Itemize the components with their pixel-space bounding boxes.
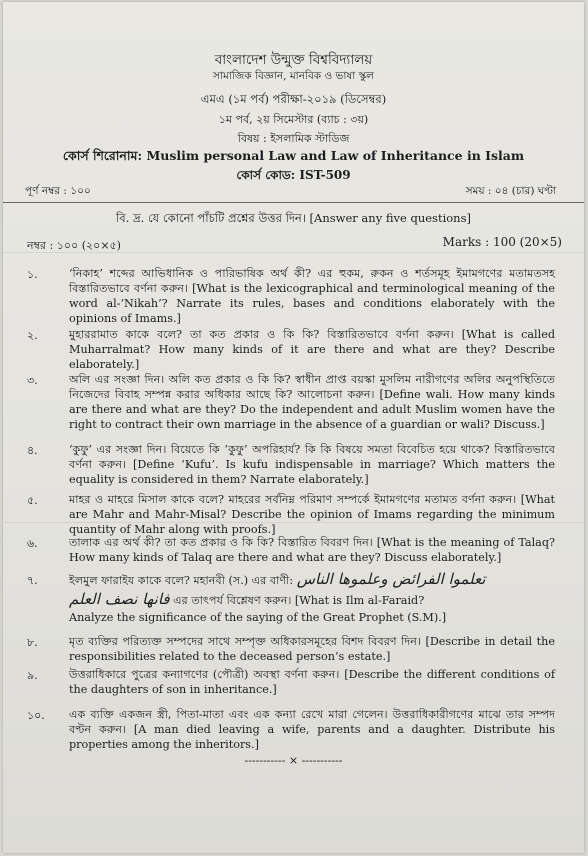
question-text-en: Analyze the significance of the saying of the Great Prophet (S.M).]: [69, 611, 447, 624]
semester-line: ১ম পর্ব, ২য় সিমেস্টার (ব্যাচ : ৩য়): [218, 113, 369, 126]
arabic-quote: تعلموا الفرائض وعلموها الناس: [296, 570, 486, 588]
question-number: ১.: [27, 268, 38, 281]
question-text: তালাক এর অর্থ কী? তা কত প্রকার ও কি কি? বিস্তারিত বিবরণ দিন। [What is the meaning of Talaq? How many kinds of Talaq are there and what are they? Discuss elaborately.]: [69, 536, 555, 564]
question-number: ৩.: [27, 374, 38, 387]
question-number: ৬.: [27, 537, 38, 550]
arabic-quote: فانها نصف العلم: [69, 590, 170, 608]
course-title-label: কোর্স শিরোনাম:: [62, 148, 143, 163]
instruction: বি. দ্র. যে কোনো পাঁচটি প্রশ্নের উত্তর দিন। [Answer any five questions]: [116, 211, 471, 225]
question-number: ৪.: [27, 444, 38, 457]
question-number: ৭.: [27, 574, 38, 587]
question-text: উত্তরাধিকারে পুত্রের কন্যাগণের (পৌত্রী) অবস্থা বর্ণনা করুন। [Describe the different conditions of the daughters of son in inheritance.]: [69, 668, 555, 696]
course-title: Muslim personal Law and Law of Inheritance in Islam: [146, 148, 525, 163]
question-text: মুহাররামাত কাকে বলে? তা কত প্রকার ও কি কি? বিস্তারিতভাবে বর্ণনা করুন। [What is called Muharralmat? How many kinds of it are there and what are they? Describe elaborately.]: [69, 328, 555, 371]
school-name: সামাজিক বিজ্ঞান, মানবিক ও ভাষা স্কুল: [213, 70, 374, 82]
question-text: [69, 572, 555, 608]
marks-bn: নম্বর : ১০০ (২০×৫): [27, 239, 121, 252]
header-rule: [3, 202, 584, 203]
marks-en: Marks : 100 (20×5): [442, 235, 562, 249]
question-text: ‘নিকাহ’ শব্দের আভিধানিক ও পারিভাষিক অর্থ কী? এর হুকম, রুকন ও শর্তসমূহ ইমামগণের মতামতসহ বিস্তারিতভাবে বর্ণনা করুন। [What is the lexicographical and terminological meaning of the word al-‘Nikah’? Narrate its rules, bases and conditions elaborately with the opinions of Imams.]: [69, 267, 555, 325]
question-number: ৯.: [27, 669, 38, 682]
question-text: এক ব্যক্তি একজন স্ত্রী, পিতা-মাতা এবং এক কন্যা রেখে মারা গেলেন। উত্তরাধিকারীগণের মাঝে তার সম্পদ বণ্টন করুন। [A man died leaving a wife, parents and a daughter. Distribute his properties among the inheritors.]: [69, 708, 555, 751]
time-allowed: সময় : ০৪ (চার) ঘণ্টা: [465, 185, 556, 197]
exam-title: এমএ (১ম পর্ব) পরীক্ষা-২০১৯ (ডিসেম্বর): [200, 92, 387, 106]
question-line: [69, 572, 555, 588]
question-text-mixed: এর তাৎপর্য বিশ্লেষণ করুন। [What is Ilm al-Faraid?: [173, 594, 425, 607]
question-text: ‘কুফু’ এর সংজ্ঞা দিন। বিয়েতে কি ‘কুফু’ অপরিহার্য? কি কি বিষয়ে সমতা বিবেচিত হয়ে থাকে? বিস্তারিতভাবে বর্ণনা করুন। [Define ‘Kufu’. Is kufu indispensable in marriage? Which matters the equality is considered in them? Narrate elaborately.]: [69, 443, 555, 486]
course-title-line: [3, 148, 584, 168]
question-text: মৃত ব্যক্তির পরিত্যক্ত সম্পদের সাথে সম্পৃক্ত অধিকারসমূহের বিশদ বিবরণ দিন। [Describe in detail the responsibilities related to the deceased person’s estate.]: [69, 635, 555, 663]
question-number: ৮.: [27, 636, 38, 649]
exam-paper: [3, 2, 584, 853]
question-text-bn: ইলমুল ফারাইয কাকে বলে? মহানবী (স.) এর বাণী:: [69, 574, 294, 587]
question-number: ৫.: [27, 494, 38, 507]
end-mark: ----------- × -----------: [244, 754, 343, 767]
question-text: মাহর ও মাহরে মিসাল কাকে বলে? মাহরের সর্বনিম্ন পরিমাণ সম্পর্কে ইমামগণের মতামত বর্ণনা করুন। [What are Mahr and Mahr-Misal? Describe the opinion of Imams regarding the minimum quantity of Mahr along with proofs.]: [69, 493, 555, 536]
question-line: [69, 592, 555, 608]
course-code: কোর্স কোড: IST-509: [236, 168, 351, 182]
full-marks: পূর্ণ নম্বর : ১০০: [25, 185, 91, 197]
subject-line: বিষয় : ইসলামিক স্টাডিজ: [237, 132, 350, 145]
university-name: বাংলাদেশ উন্মুক্ত বিশ্ববিদ্যালয়: [214, 52, 373, 68]
question-text: অলি এর সংজ্ঞা দিন। অলি কত প্রকার ও কি কি? স্বাধীন প্রাপ্ত বয়স্কা মুসলিম নারীগণের অলির অনুপস্থিতিতে নিজেদের বিবাহ সম্পন্ন করার অধিকার আছে কি? আলোচনা করুন। [Define wali. How many kinds are there and what are they? Do the independent and adult Muslim women have the right to contract their own marriage in the absence of a guardian or wali? Discuss.]: [69, 373, 555, 431]
question-number: ২.: [27, 329, 38, 342]
question-number: ১০.: [27, 709, 45, 722]
